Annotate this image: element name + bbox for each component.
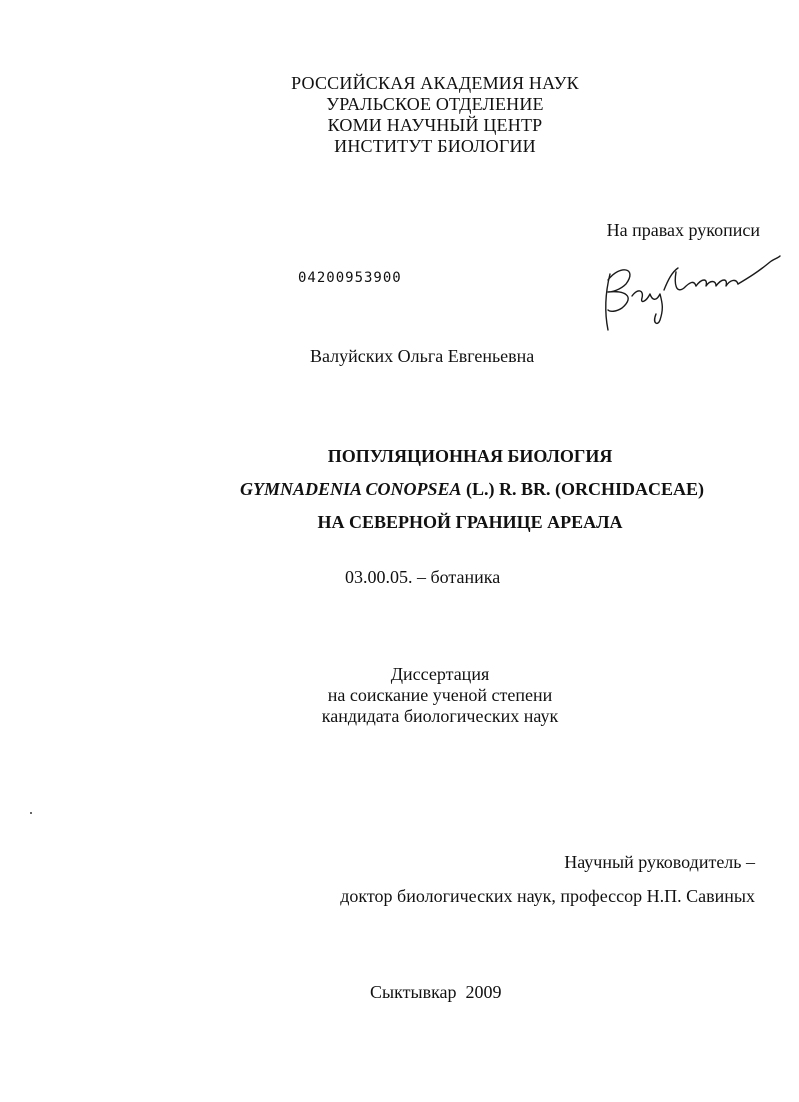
institution-header xyxy=(240,73,630,157)
author-name: Валуйских Ольга Евгеньевна xyxy=(310,346,535,366)
degree-statement xyxy=(300,664,580,727)
handwritten-signature xyxy=(598,250,783,335)
header-line-center: КОМИ НАУЧНЫЙ ЦЕНТР xyxy=(327,115,543,135)
header-line-institute: ИНСТИТУТ БИОЛОГИИ xyxy=(334,136,536,156)
rights-note: На правах рукописи xyxy=(606,220,760,240)
city-year: Сыктывкар 2009 xyxy=(370,982,502,1002)
title-species-authority: (L.) R. BR. (ORCHIDACEAE) xyxy=(461,479,705,499)
header-line-branch: УРАЛЬСКОЕ ОТДЕЛЕНИЕ xyxy=(326,94,544,114)
scan-speck xyxy=(30,812,32,814)
specialty-code: 03.00.05. – ботаника xyxy=(345,567,501,587)
degree-line-1: Диссертация xyxy=(390,664,490,684)
supervisor-name: доктор биологических наук, профессор Н.П. Савиных xyxy=(340,886,755,906)
title-species-latin: GYMNADENIA CONOPSEA xyxy=(240,479,462,499)
degree-line-2: на соискание ученой степени xyxy=(327,685,553,705)
title-line-1: ПОПУЛЯЦИОННАЯ БИОЛОГИЯ xyxy=(327,446,613,466)
dissertation-title xyxy=(240,440,705,539)
degree-line-3: кандидата биологических наук xyxy=(321,706,559,726)
title-line-2 xyxy=(240,473,705,506)
title-line-3: НА СЕВЕРНОЙ ГРАНИЦЕ АРЕАЛА xyxy=(317,512,623,532)
supervisor-label: Научный руководитель – xyxy=(564,852,755,872)
header-line-academy: РОССИЙСКАЯ АКАДЕМИЯ НАУК xyxy=(291,73,579,93)
document-code: 04200953900 xyxy=(298,270,402,286)
